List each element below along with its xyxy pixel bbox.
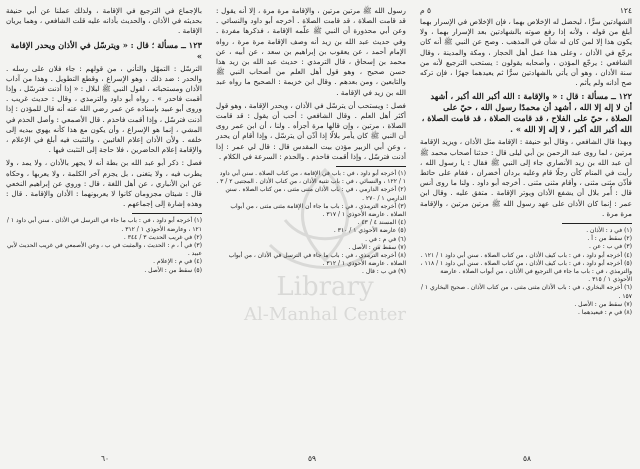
right-heading: ١٢٢ ــ مسألة : قال : « والإقامة : الله أكبر الله أكبر ، أشهد أن لا إله إلا الله ، أشهد أن محمدًا رسول الله ، حيّ على الصلاة ، حيّ على الفلاح ، قد قامت الصلاة ، قد قامت الصلاة ، الله أكبر الله أكبر ، لا إله إلا الله » .	[421, 91, 632, 135]
right-page-number: ٥٨	[522, 454, 532, 463]
footnote: (٥) أخرجه أبو داود ، في : باب كيف الأذان ، من كتاب الصلاة . سنن أبي داود ١ / ١١٨ ، والترمذي ، في : باب ما جاء في الترجيع في الأذان ، من أبواب الصلاة . عارضة الأحوذي ١ / ٣١٥ .	[420, 259, 632, 284]
header-page-mark: ١٢٤	[619, 6, 632, 15]
watermark-line-2: Al-Manhal Center	[244, 304, 406, 325]
footnote: (١) أخرجه أبو داود ، في : باب في الإقامة ، من كتاب الصلاة . سنن أبي داود ١ / ١٢٢ ، والنسائي ، في : باب تثنية الأذان ، من كتاب الأذان . المجتبى ٢ / ٣ .	[216, 170, 406, 186]
footnote: (٣) في ب : عن .	[588, 243, 632, 251]
footnote: (٧) سقط من : الأصل .	[348, 243, 406, 251]
left-heading: ١٢٣ ــ مسألة ؛ قال : « ويترسّل في الأذان ويحدر الإقامة »	[10, 39, 202, 61]
footnote: (٤) في م : الإعلام .	[153, 258, 202, 266]
left-page	[0, 0, 210, 469]
mid-paragraph-2: فصل : ويستحب أن يترسّل في الأذان ، ويحدر الإقامة ، وهو قول أكثر أهل العلم . وقال الشافعي : أحب أن يقول : قد قامت الصلاة ، مرتين ، وإن قالها مرة أجزأه . ولنا ، أن ابن عمر روى أن النبي ﷺ كان يأمر بلالًا إذا أذّن أن يترسّل ، وإذا أقام أن يحدر ، وعن أبي الزبير مؤذن بيت المقدس قال : قال لي عمر : إذا أذنت فترسّل ، وإذا أقمت فاحذم . والحذم : السرعة في الكلام .	[216, 100, 406, 161]
header-section-mark: ٥ م	[420, 6, 432, 15]
footnote: (٦) في م : في .	[365, 235, 406, 243]
footnote: (٥) سقط من : الأصل .	[144, 266, 202, 274]
mid-paragraph-1: رسول الله ﷺ مرتين مرتين ، والإقامة مرة مرة ، إلا أنه يقول : قد قامت الصلاة ، قد قامت الصلاة . أخرجه أبو داود والنسائي . وعن أبي محذورة أن النبي ﷺ علّمه الإقامة ، فذكرها مفردة . وفي حديث عبد الله بن زيد أنه وصف الإقامة مرة مرة ، رواه الإمام أحمد ، عن يعقوب بن إبراهيم بن سعد ، عن أبيه ، عن محمد بن إسحاق ، قال الترمذي : حديث عبد الله بن زيد هذا حسن صحيح ، وهو قول أهل العلم من أصحاب النبي ﷺ والتابعين ، ومن بعدهم . وقال ابن خزيمة : الصحيح ما رواه عبد الله بن زيد في الإقامة .	[216, 6, 406, 97]
mid-footnotes	[216, 170, 406, 277]
watermark-line-1: Library	[276, 272, 374, 302]
right-paragraph-1: الشهادتين سرًّا ، ليحصل له الإخلاص بهما ، فإن الإخلاص في الإسرار بهما أبلغ من قوله ، ولأنه إذا رفع صوته بالشهادتين بعد الإسرار بهما ، ولا يكون هذا إلا لمن كان له شأن في المذهب . وصح عن النبي ﷺ أنه كان يرجّع في الأذان ، وعلى هذا عمل أهل الحجاز ، ومكة والمدينة ، وقال الشافعي : يرجّع المؤذن ، وأصحابه يقولون : يستحب الترجيع لأنه من سنة الأذان ، وهو أن يأتي بالشهادتين سرًّا ثم يعيدهما جهرًا ، فإن تركه صح أذانه ولم يأثم .	[420, 17, 632, 88]
footnote: (٣) في أ ، م : الحديث ، والمثبت في ب ، وعن الأصمعي في غريب الحديث لأبي عبيد .	[6, 242, 202, 258]
middle-page	[210, 0, 414, 469]
right-footnotes	[420, 227, 632, 317]
footnote: (٦) أخرجه البخاري ، في : باب الأذان مثنى مثنى ، من كتاب الأذان . صحيح البخاري ١ / ١٥٧ .	[420, 284, 632, 300]
right-page	[414, 0, 640, 469]
left-footnotes	[6, 217, 202, 274]
footnote: (٥) عارضة الأحوذي ١ / ٣١٠ .	[333, 227, 406, 235]
middle-page-number: ٥٩	[307, 454, 317, 463]
left-paragraph-2: الترسّل : التمهّل والتأني ، من قولهم : جاء فلان على رسله . والحدر : ضد ذلك ، وهو الإسراع ، وقطع التطويل . وهذا من آداب الأذان ومستحباته ، لقول النبي ﷺ لبلال : « إذا أذنت فترسّل ، وإذا أقمت فاحدر » . رواه أبو داود والترمذي ، وقال : حديث غريب . وروى أبو عبيد بإسناده عن عمر رضي الله عنه أنه قال للمؤذن : إذا أذنت فترسّل ، وإذا أقمت فاحذم . قال الأصمعي : وأصل الحذم في المشي ، إنما هو الإسراع ، وأن يكون مع هذا كأنه يهوي بيديه إلى خلفه . ولأن الأذان إعلام الغائبين ، والتثبت فيه أبلغ في الإعلام ، والإقامة إعلام الحاضرين ، فلا حاجة إلى التثبت فيها .	[6, 63, 202, 155]
left-paragraph-3: فصل : ذكر أبو عبد الله بن بطة أنه لا يجهر بالأذان ، ولا يمد ، ولا يطرب فيه ، ولا يتغنى ، بل يجزم آخر الكلمة ، ولا يعربها ، وحكاه عن ابن الأنباري ، عن أهل اللغة ، قال : وروي عن إبراهيم النخعي قال : شيئان مجزومان كانوا لا يعربونهما : الأذان والإقامة . قال : وهذه إشارة إلى إجماعهم .	[6, 158, 202, 209]
mid-footnote-separator	[336, 166, 406, 167]
footnote: (٨) في م : فيعيدهما .	[578, 309, 632, 317]
footnote: (٣) أخرجه الترمذي ، في : باب ما جاء أن الإقامة مثنى مثنى ، من أبواب الصلاة . عارضة الأحوذي ١ / ٣١٧ .	[230, 202, 406, 219]
left-footnote-separator	[132, 213, 202, 214]
footnote: (٧) سقط من : الأصل .	[574, 300, 632, 308]
right-paragraph-2: وبهذا قال الشافعي ، وقال أبو حنيفة : الإقامة مثل الأذان ، ويزيد الإقامة مرتين ، لما روى عبد الرحمن بن أبي ليلى قال : حدثنا أصحاب محمد ﷺ أن عبد الله بن زيد الأنصاري جاء إلى النبي ﷺ فقال : يا رسول الله ، رأيت في المنام كأن رجلًا قام وعليه بردان أخضران ، فقام على حائط فأذّن مثنى مثنى ، وأقام مثنى مثنى . أخرجه أبو داود . ولنا ما روى أنس قال : أُمر بلال أن يشفع الأذان ويوتر الإقامة . متفق عليه . وقال ابن عمر : إنما كان الأذان على عهد رسول الله ﷺ مرتين مرتين ، والإقامة مرة مرة .	[420, 137, 632, 218]
left-paragraph-1: بالإجماع في الترجيع في الإقامة ، ولذلك عملنا عن أبي حنيفة بحديثه في الأذان ، والحديث بأذانه عليه قلت الشافعي ، وهما يريان الإقامة .	[6, 6, 202, 36]
left-page-number: ٦٠	[100, 454, 110, 463]
footnote: (١) في د : الأذان .	[586, 227, 632, 235]
footnote: (٤) المسند ٤ / ٤٣ .	[357, 219, 406, 227]
footnote: (٨) أخرجه الترمذي ، في : باب ما جاء في الترسل في الأذان ، من أبواب الصلاة . عارضة الأحوذي ١ / ٣١٢ .	[228, 252, 406, 268]
footnote: (١) أخرجه أبو داود ، في : باب ما جاء في الترسل في الأذان . سنن أبي داود ١ / ١٢١ ، وعارضة الأحوذي ١ / ٣١٢ .	[6, 217, 202, 233]
footnote: (٢) في غريب الحديث ٣ / ٣٤٤ .	[123, 233, 202, 241]
footnote: (٢) سقط من : أ .	[587, 235, 632, 243]
right-page-header	[420, 6, 632, 15]
right-footnote-separator	[562, 223, 632, 224]
footnote: (٩) في ب : قال .	[362, 268, 406, 276]
footnote: (٤) أخرجه أبو داود ، في : باب كيف الأذان ، من كتاب الصلاة . سنن أبي داود ١ / ١٢١ .	[420, 251, 632, 259]
footnote: (٢) أخرجه الدارمي ، في : باب الأذان مثنى مثنى ، من كتاب الصلاة . سنن الدارمي ١ / ٢٧٠ .	[225, 186, 406, 202]
